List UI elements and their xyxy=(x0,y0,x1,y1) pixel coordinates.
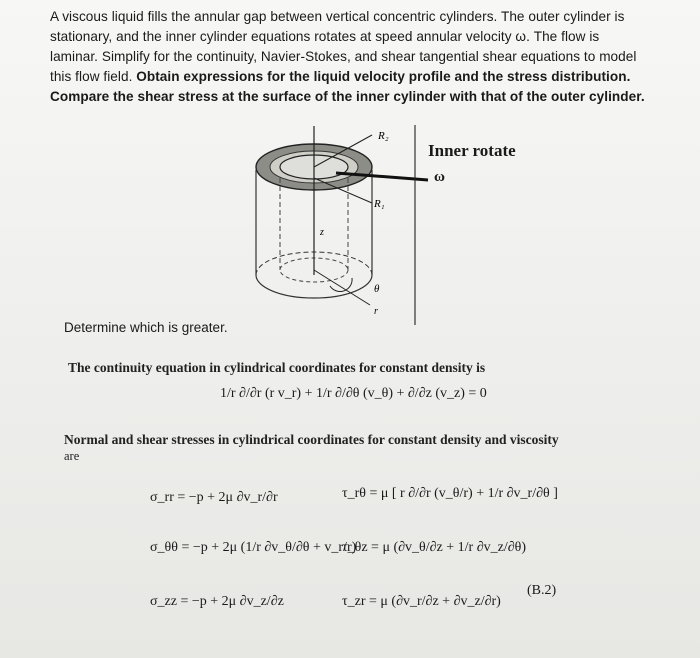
sigma-rr-equation: σ_rr = −p + 2μ ∂v_r/∂r xyxy=(150,490,278,505)
inner-rotate-caption: Inner rotate xyxy=(428,141,516,160)
outer-bottom-front xyxy=(256,275,372,298)
label-z: z xyxy=(320,227,324,238)
problem-line-5-bold: Compare the shear stress at the surface of the inner cylinder with that of the outer cylinder. xyxy=(50,89,645,104)
problem-line-4-plain: this flow field. xyxy=(50,69,137,84)
sigma-thetatheta-equation: σ_θθ = −p + 2μ (1/r ∂v_θ/∂θ + v_r/r) xyxy=(150,540,357,555)
label-theta: θ xyxy=(374,283,380,295)
stress-heading xyxy=(64,431,584,465)
label-r: r xyxy=(374,306,378,317)
determine-text: Determine which is greater. xyxy=(64,320,228,335)
continuity-heading: The continuity equation in cylindrical coordinates for constant density is xyxy=(68,360,486,375)
tau-rtheta-equation: τ_rθ = μ [ r ∂/∂r (v_θ/r) + 1/r ∂v_r/∂θ ] xyxy=(342,486,558,501)
theta-arc xyxy=(330,278,352,292)
stress-heading-line2: are xyxy=(64,449,80,463)
r-axis xyxy=(314,270,370,305)
label-r1: R₁ xyxy=(374,198,385,210)
problem-line-3: laminar. Simplify for the continuity, Navier-Stokes, and shear tangential shear equations to model xyxy=(50,49,637,64)
tau-thetaz-equation: τ_θz = μ (∂v_θ/∂z + 1/r ∂v_z/∂θ) xyxy=(342,540,527,555)
continuity-equation: 1/r ∂/∂r (r v_r) + 1/r ∂/∂θ (v_θ) + ∂/∂z (v_z) = 0 xyxy=(220,386,487,401)
problem-line-4-bold: Obtain expressions for the liquid velocity profile and the stress distribution. xyxy=(136,69,631,84)
equation-label-b2: (B.2) xyxy=(527,583,557,598)
problem-line-2: stationary, and the inner cylinder equations rotates at speed annular velocity ω. The flow is xyxy=(50,29,600,44)
sigma-zz-equation: σ_zz = −p + 2μ ∂v_z/∂z xyxy=(150,594,284,609)
stress-heading-line1: Normal and shear stresses in cylindrical coordinates for constant density and viscosity xyxy=(64,432,559,447)
tau-zr-equation: τ_zr = μ (∂v_r/∂z + ∂v_z/∂r) xyxy=(342,594,501,609)
label-r2: R₂ xyxy=(378,130,389,142)
problem-line-1: A viscous liquid fills the annular gap between vertical concentric cylinders. The outer cylinder is xyxy=(50,9,625,24)
omega-symbol: ω xyxy=(434,169,445,185)
